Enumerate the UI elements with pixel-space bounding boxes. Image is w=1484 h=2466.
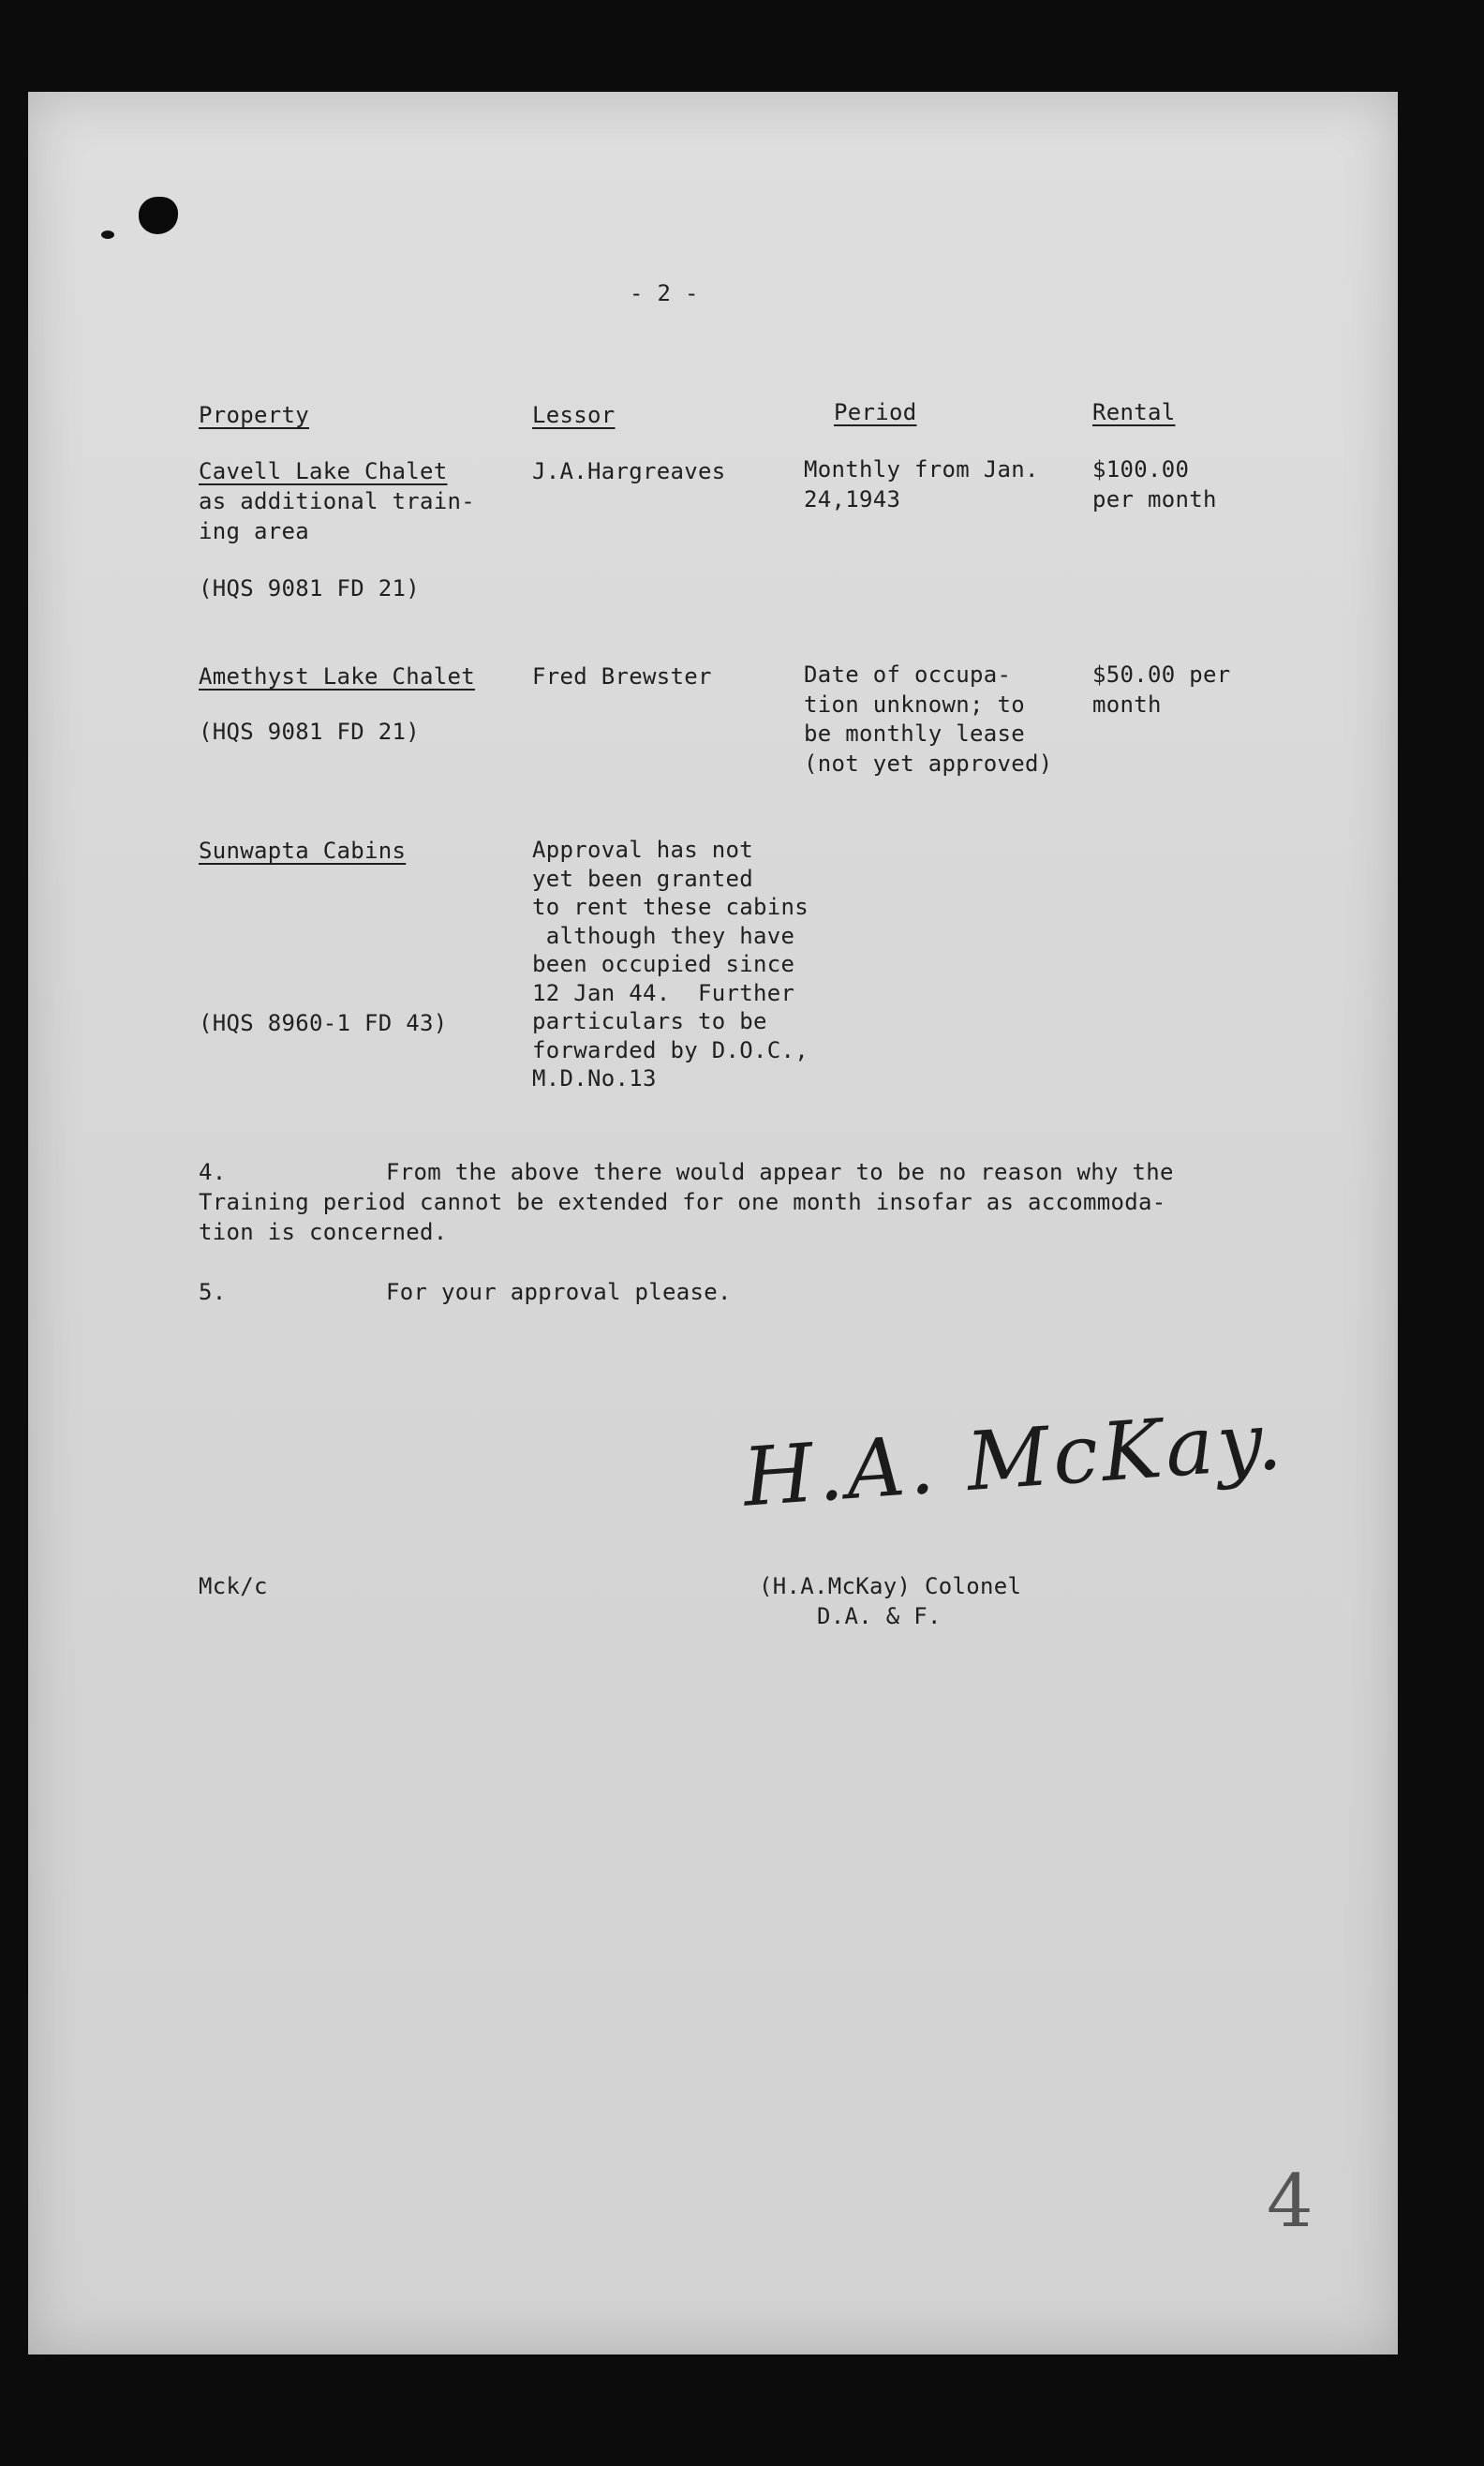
property-note: as additional train- ing area: [199, 488, 475, 544]
rental-text: $100.00 per month: [1092, 456, 1217, 513]
paragraph-text: From the above there would appear to be no reason why the: [386, 1159, 1174, 1185]
paragraph-text: For your approval please.: [386, 1279, 732, 1305]
paragraph-number: 4.: [199, 1159, 227, 1185]
lessor-note: Approval has not yet been granted to rent these cabins although they have been occupied since 12 Jan 44. Further particulars to be forwarded by D.O.C., M.D.No.13: [532, 837, 809, 1092]
page-number: - 2 -: [630, 280, 699, 306]
property-name: Sunwapta Cabins: [199, 838, 407, 864]
lessor-name: J.A.Hargreaves: [532, 458, 726, 484]
header-rental: Rental: [1092, 399, 1176, 425]
handwritten-signature: H.A. McKay.: [740, 1393, 1288, 1525]
header-property: Property: [199, 402, 309, 428]
ink-blot-small: [101, 230, 114, 239]
rental-text: $50.00 per month: [1092, 661, 1231, 718]
signatory-name: (H.A.McKay) Colonel: [759, 1573, 1022, 1599]
file-reference: (HQS 9081 FD 21): [199, 719, 420, 745]
period-text: Monthly from Jan. 24,1943: [804, 456, 1039, 513]
property-name: Amethyst Lake Chalet: [199, 663, 475, 690]
handwritten-page-number: 4: [1267, 2160, 1313, 2244]
property-name: Cavell Lake Chalet: [199, 458, 448, 484]
header-period: Period: [834, 399, 917, 425]
signatory-title: D.A. & F.: [817, 1603, 942, 1629]
file-reference: (HQS 9081 FD 21): [199, 575, 420, 602]
period-text: Date of occupa- tion unknown; to be monthly lease (not yet approved): [804, 661, 1053, 777]
paragraph-text-continuation: Training period cannot be extended for one month insofar as accommoda- tion is concerned.: [199, 1189, 1166, 1245]
lessor-name: Fred Brewster: [532, 663, 712, 690]
file-reference: (HQS 8960-1 FD 43): [199, 1010, 448, 1036]
header-lessor: Lessor: [532, 402, 616, 428]
reference-initials: Mck/c: [199, 1573, 268, 1599]
paragraph-number: 5.: [199, 1279, 227, 1305]
